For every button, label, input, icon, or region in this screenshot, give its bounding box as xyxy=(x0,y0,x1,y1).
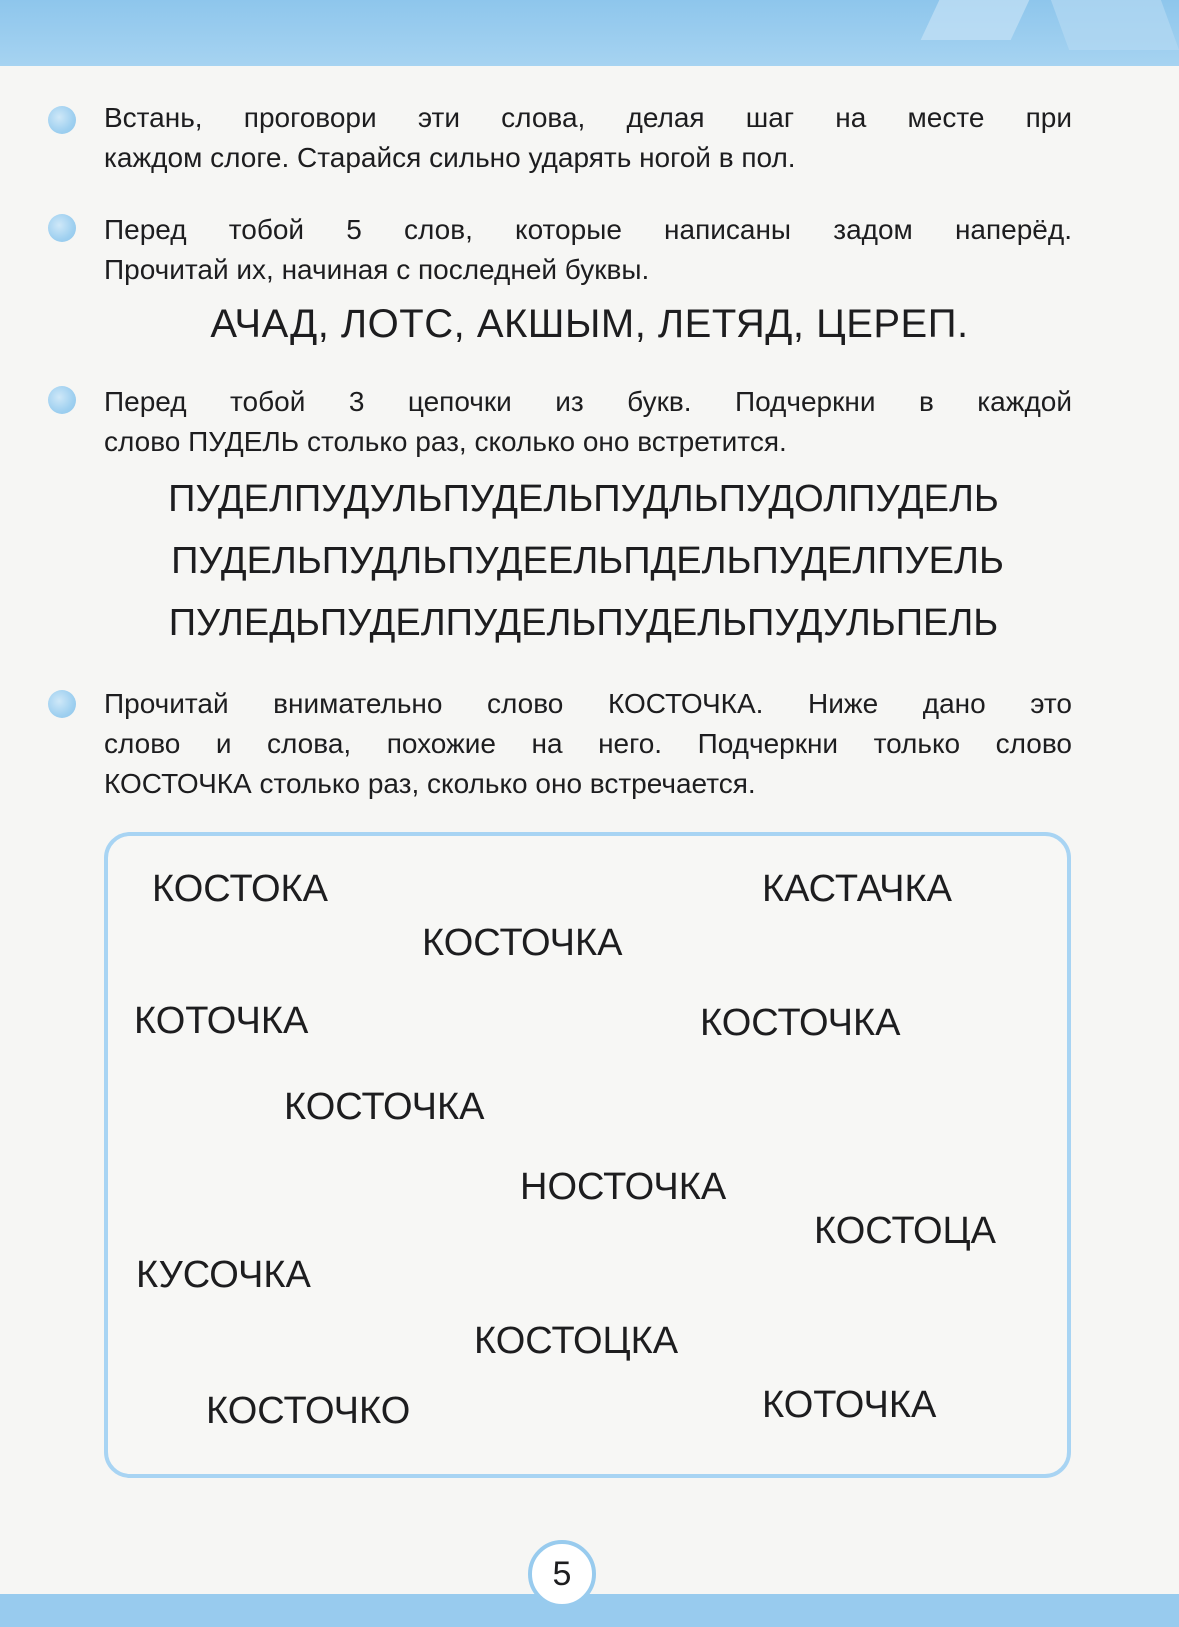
letter-chain-3: ПУЛЕДЬПУДЕЛПУДЕЛЬПУДЕЛЬПУДУЛЬПЕЛЬ xyxy=(168,602,999,644)
bullet-icon xyxy=(48,106,76,134)
bullet-icon xyxy=(48,690,76,718)
word-item: КОСТОЧКО xyxy=(206,1390,411,1432)
task1-line-2: каждом слоге. Старайся сильно ударять ногой в пол. xyxy=(104,142,796,173)
top-decor-band xyxy=(0,0,1179,66)
task3-text xyxy=(104,382,1072,462)
task4-line-3: КОСТОЧКА столько раз, сколько оно встречается. xyxy=(104,768,756,799)
word-item: КОСТОЧКА xyxy=(284,1086,485,1128)
word-item: НОСТОЧКА xyxy=(520,1166,727,1208)
bottom-decor-band xyxy=(0,1594,1179,1627)
task4-text xyxy=(104,684,1072,804)
task2-line-1: Перед тобой 5 слов, которые написаны задом наперёд. xyxy=(104,214,1072,245)
word-item: КОСТОЧКА xyxy=(700,1002,901,1044)
word-item: КОТОЧКА xyxy=(762,1384,937,1426)
bullet-icon xyxy=(48,214,76,242)
word-item: КОТОЧКА xyxy=(134,1000,309,1042)
letter-chain-2: ПУДЕЛЬПУДЛЬПУДЕЕЛЬПДЕЛЬПУДЕЛПУЕЛЬ xyxy=(171,540,1004,582)
decor-shape xyxy=(1051,0,1179,50)
task2-line-2: Прочитай их, начиная с последней буквы. xyxy=(104,254,650,285)
word-item: КОСТОКА xyxy=(152,868,328,910)
decor-shape xyxy=(921,0,1030,40)
task4-line-1: Прочитай внимательно слово КОСТОЧКА. Ниже дано это xyxy=(104,688,1072,719)
task4-line-2: слово и слова, похожие на него. Подчеркни только слово xyxy=(104,728,1072,759)
word-item: КОСТОЧКА xyxy=(422,922,623,964)
reversed-words: АЧАД, ЛОТС, АКШЫМ, ЛЕТЯД, ЦЕРЕП. xyxy=(210,302,969,346)
word-item: КАСТАЧКА xyxy=(762,868,952,910)
task1-text xyxy=(104,98,1072,178)
word-item: КОСТОЦА xyxy=(814,1210,996,1252)
letter-chain-1: ПУДЕЛПУДУЛЬПУДЕЛЬПУДЛЬПУДОЛПУДЕЛЬ xyxy=(168,478,999,520)
word-box xyxy=(104,832,1071,1478)
word-item: КУСОЧКА xyxy=(136,1254,311,1296)
bullet-icon xyxy=(48,386,76,414)
word-item: КОСТОЦКА xyxy=(474,1320,679,1362)
task3-line-1: Перед тобой 3 цепочки из букв. Подчеркни в каждой xyxy=(104,386,1072,417)
task1-line-1: Встань, проговори эти слова, делая шаг на месте при xyxy=(104,102,1072,133)
task2-text xyxy=(104,210,1072,290)
task3-line-2: слово ПУДЕЛЬ столько раз, сколько оно встретится. xyxy=(104,426,787,457)
page-number: 5 xyxy=(528,1540,596,1608)
